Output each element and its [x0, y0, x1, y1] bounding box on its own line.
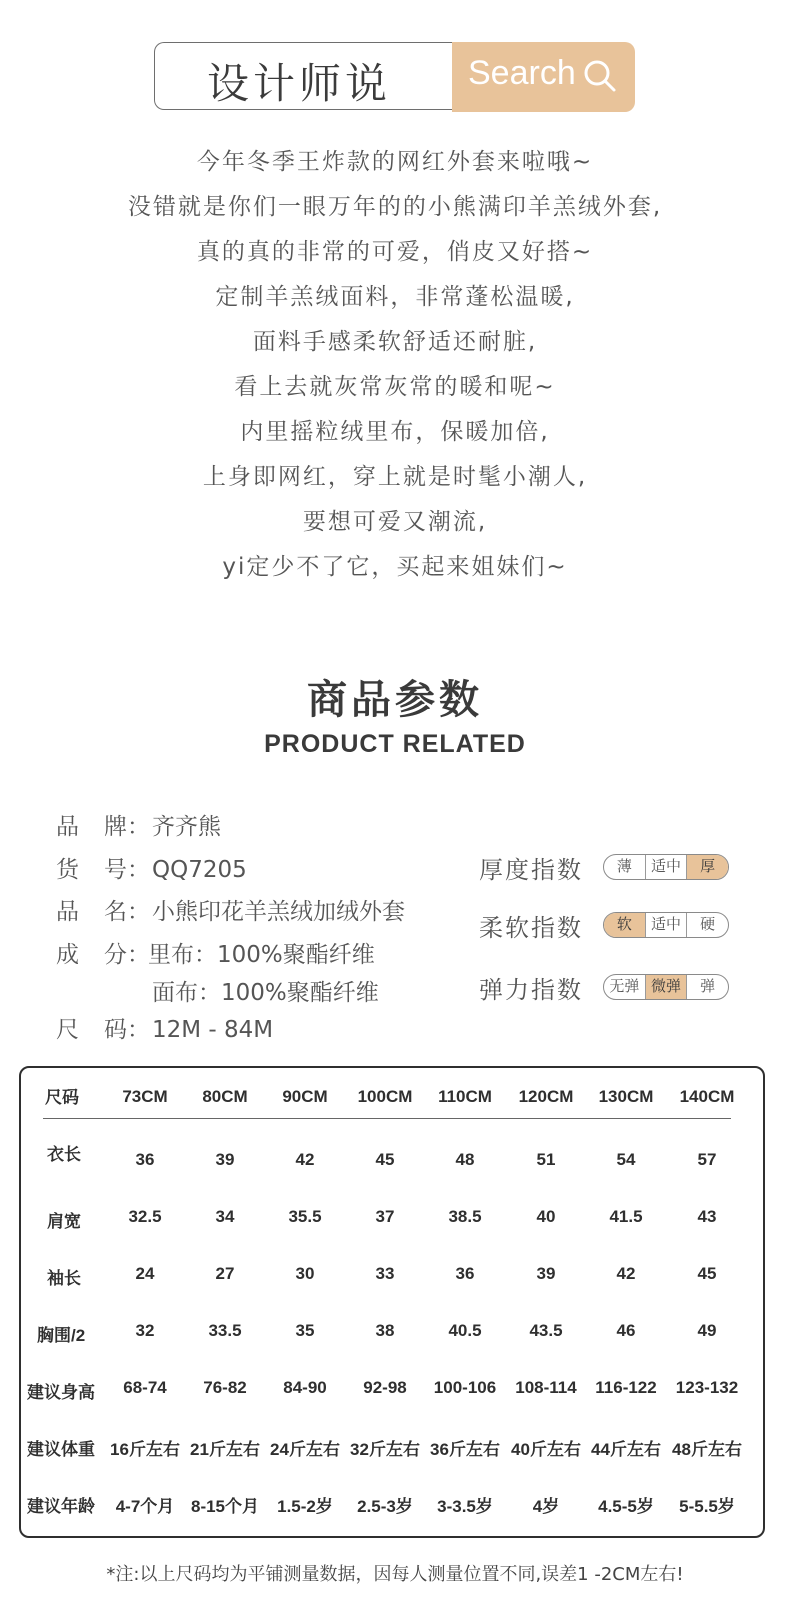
- table-column-header: 90CM: [282, 1087, 328, 1106]
- info-value: QQ7205: [152, 857, 247, 883]
- table-column-header: 110CM: [438, 1087, 492, 1106]
- poem-line: 内里摇粒绒里布，保暖加倍,: [240, 419, 550, 445]
- elasticity-scale: [603, 974, 729, 1000]
- table-cell: 35: [295, 1321, 315, 1340]
- table-cell: 24斤左右: [270, 1440, 340, 1459]
- info-label-a: 品: [56, 814, 79, 840]
- poem-line: 今年冬季王炸款的网红外套来啦哦~: [196, 149, 594, 175]
- table-column-header: 140CM: [679, 1087, 735, 1106]
- table-row-label: 袖长: [47, 1269, 81, 1288]
- info-label-b: 码：: [104, 1017, 150, 1043]
- table-cell: 38: [375, 1321, 395, 1340]
- designer-description: [0, 140, 790, 590]
- table-cell: 48斤左右: [672, 1440, 742, 1459]
- scale-option: 无弹: [609, 977, 640, 995]
- poem-line: 看上去就灰常灰常的暖和呢~: [234, 374, 556, 400]
- table-cell: 40: [536, 1207, 556, 1226]
- table-cell: 46: [616, 1321, 636, 1340]
- softness-scale: [603, 912, 729, 938]
- table-cell: 33: [375, 1264, 395, 1283]
- table-column-header: 73CM: [122, 1087, 168, 1106]
- table-cell: 33.5: [208, 1321, 242, 1340]
- scale-option-selected: 软: [604, 913, 645, 937]
- info-composition-outer: [56, 974, 379, 1007]
- info-brand: [56, 808, 221, 841]
- index-label: 弹力指数: [479, 976, 583, 1004]
- table-cell: 3-3.5岁: [437, 1497, 493, 1516]
- table-cell: 39: [215, 1150, 235, 1169]
- table-cell: 36: [135, 1150, 155, 1169]
- table-cell: 43: [697, 1207, 717, 1226]
- table-cell: 40斤左右: [511, 1440, 581, 1459]
- table-row-label: 建议年龄: [27, 1497, 95, 1516]
- table-cell: 34: [215, 1207, 235, 1226]
- scale-option-selected: 厚: [686, 855, 728, 879]
- info-label-b: 名：: [104, 899, 150, 925]
- poem-line: 上身即网红，穿上就是时髦小潮人,: [202, 464, 588, 490]
- info-size-range: [56, 1011, 273, 1044]
- table-cell: 84-90: [283, 1378, 327, 1397]
- info-product-name: [56, 893, 405, 926]
- table-cell: 42: [295, 1150, 315, 1169]
- info-label-a: 尺: [56, 1017, 79, 1043]
- table-column-header: 120CM: [518, 1087, 574, 1106]
- header-divider: [43, 1118, 731, 1119]
- table-cell: 43.5: [529, 1321, 563, 1340]
- table-cell: 21斤左右: [190, 1440, 260, 1459]
- table-cell: 44斤左右: [591, 1440, 661, 1459]
- scale-option: 弹: [686, 975, 728, 999]
- table-cell: 4.5-5岁: [598, 1497, 654, 1516]
- table-cell: 45: [697, 1264, 717, 1283]
- table-cell: 32斤左右: [350, 1440, 420, 1459]
- table-cell: 45: [375, 1150, 395, 1169]
- table-cell: 32.5: [128, 1207, 162, 1226]
- info-value: 里布：100%聚酯纤维: [148, 942, 375, 968]
- table-cell: 57: [697, 1150, 717, 1169]
- table-cell: 27: [215, 1264, 235, 1283]
- info-label-b: 号：: [104, 857, 150, 883]
- table-cell: 108-114: [515, 1378, 577, 1397]
- table-column-header: 130CM: [598, 1087, 654, 1106]
- table-cell: 39: [536, 1264, 556, 1283]
- search-input[interactable]: [154, 42, 454, 110]
- table-cell: 24: [135, 1264, 155, 1283]
- scale-option: 适中: [645, 913, 687, 937]
- table-cell: 76-82: [203, 1378, 247, 1397]
- info-label-a: 成: [56, 942, 79, 968]
- table-row-label: 衣长: [47, 1145, 81, 1164]
- poem-line: 定制羊羔绒面料，非常蓬松温暖,: [215, 284, 575, 310]
- table-cell: 51: [536, 1150, 556, 1169]
- index-label: 厚度指数: [479, 856, 583, 884]
- info-value: 小熊印花羊羔绒加绒外套: [152, 899, 405, 925]
- table-cell: 4岁: [532, 1497, 560, 1516]
- table-cell: 49: [697, 1321, 717, 1340]
- size-table: [19, 1066, 765, 1538]
- table-cell: 36: [455, 1264, 475, 1283]
- table-cell: 100-106: [433, 1378, 497, 1397]
- index-label: 柔软指数: [479, 914, 583, 942]
- size-footnote: *注:以上尺码均为平铺测量数据，因每人测量位置不同,误差1 -2CM左右!: [106, 1564, 684, 1585]
- poem-line: 要想可爱又潮流,: [302, 509, 488, 535]
- table-cell: 30: [295, 1264, 315, 1283]
- info-label-b: 分：: [104, 942, 150, 968]
- table-cell: 38.5: [448, 1207, 482, 1226]
- table-column-header: 100CM: [357, 1087, 413, 1106]
- table-cell: 116-122: [595, 1378, 657, 1397]
- table-cell: 8-15个月: [190, 1497, 260, 1516]
- designer-search-bar: [154, 42, 635, 112]
- info-label-a: 品: [56, 899, 79, 925]
- table-cell: 4-7个月: [115, 1497, 175, 1516]
- poem-line: 面料手感柔软舒适还耐脏,: [252, 329, 538, 355]
- table-cell: 40.5: [448, 1321, 482, 1340]
- table-cell: 16斤左右: [110, 1440, 180, 1459]
- table-cell: 123-132: [675, 1378, 739, 1397]
- poem-line: 没错就是你们一眼万年的的小熊满印羊羔绒外套,: [127, 194, 663, 220]
- table-cell: 5-5.5岁: [679, 1497, 735, 1516]
- table-cell: 92-98: [363, 1378, 407, 1397]
- section-title: 商品参数: [307, 677, 483, 723]
- info-label-a: 货: [56, 857, 79, 883]
- table-cell: 1.5-2岁: [277, 1497, 333, 1516]
- scale-option: 薄: [616, 857, 632, 875]
- table-cell: 48: [455, 1150, 475, 1169]
- table-cell: 68-74: [123, 1378, 167, 1397]
- table-row-label: 肩宽: [47, 1212, 81, 1231]
- search-button[interactable]: [452, 42, 635, 112]
- info-composition: [56, 936, 375, 969]
- search-button-label: Search: [468, 54, 576, 92]
- info-item-number: [56, 851, 247, 884]
- table-cell: 35.5: [288, 1207, 322, 1226]
- table-corner-header: 尺码: [45, 1088, 79, 1107]
- search-icon: [582, 58, 618, 94]
- table-cell: 42: [616, 1264, 636, 1283]
- section-subtitle: PRODUCT RELATED: [264, 730, 526, 758]
- scale-option-selected: 微弹: [645, 975, 687, 999]
- scale-option: 硬: [686, 913, 728, 937]
- table-cell: 54: [616, 1150, 636, 1169]
- thickness-scale: [603, 854, 729, 880]
- search-input-text: 设计师说: [207, 59, 392, 108]
- table-cell: 36斤左右: [430, 1440, 500, 1459]
- info-label-b: 牌：: [104, 814, 150, 840]
- table-cell: 2.5-3岁: [357, 1497, 413, 1516]
- info-value: 12M - 84M: [152, 1017, 274, 1043]
- info-value: 齐齐熊: [152, 814, 221, 840]
- table-cell: 37: [375, 1207, 395, 1226]
- info-value: 面布：100%聚酯纤维: [152, 980, 379, 1006]
- scale-option: 适中: [645, 855, 687, 879]
- table-row-label: 建议身高: [27, 1383, 95, 1402]
- poem-line: yi定少不了它，买起来姐妹们~: [222, 554, 568, 580]
- table-cell: 32: [135, 1321, 155, 1340]
- table-row-label: 胸围/2: [37, 1326, 86, 1345]
- poem-line: 真的真的非常的可爱，俏皮又好搭~: [196, 239, 594, 265]
- table-column-header: 80CM: [202, 1087, 248, 1106]
- table-row-label: 建议体重: [27, 1440, 95, 1459]
- table-cell: 41.5: [609, 1207, 643, 1226]
